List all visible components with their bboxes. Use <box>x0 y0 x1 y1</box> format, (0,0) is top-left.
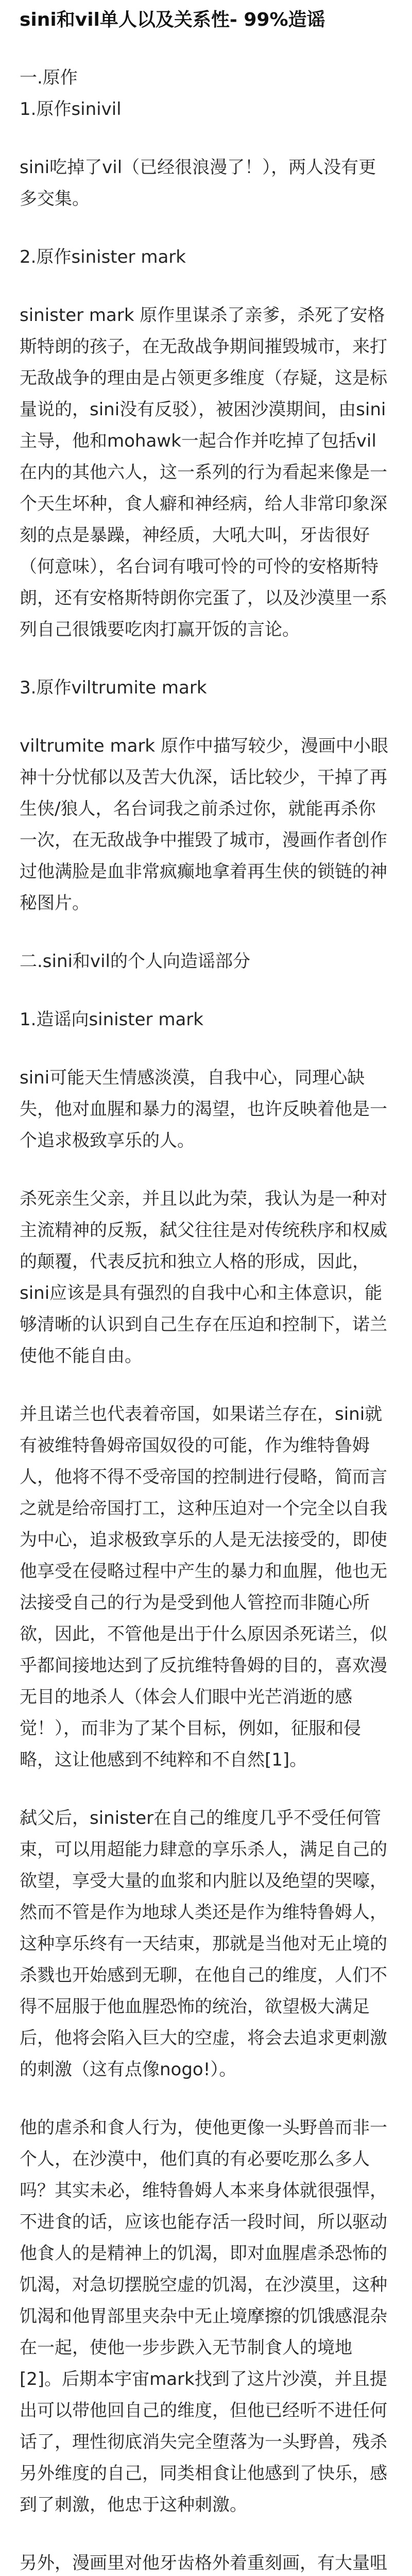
part-two-heading: 二.sini和vil的个人向造谣部分 <box>20 951 250 972</box>
section-heading-original-viltrumite-mark: 3.原作viltrumite mark <box>20 677 207 698</box>
paragraph-rumor-6: 另外，漫画里对他牙齿格外着重刻画，有大量咀 <box>20 2553 387 2573</box>
part-one-heading: 一.原作 <box>20 67 78 88</box>
paragraph-rumor-5: 他的虐杀和食人行为，使他更像一头野兽而非一个人，在沙漠中，他们真的有必要吃那么多人吗？其实未必，维特鲁姆人本来身体就很强悍，不进食的话，应该也能存活一段时间，所以驱动他食人的是精神上的饥渴，即对血腥虐杀恐怖的饥渴，对急切摆脱空虚的饥渴，在沙漠里，这种饥渴和他胃部里夹杂中无止境摩擦的饥饿感混杂在一起，使他一步步跌入无节制食人的境地[2]。后期本宇宙mark找到了这片沙漠，并且提出可以带他回自己的维度，但他已经听不进任何话了，理性彻底消失完全堕落为一头野兽，残杀另外维度的自己，同类相食让他感到了快乐，感到了刺激，他忠于这种刺激。 <box>20 2117 387 2515</box>
paragraph-rumor-2: 杀死亲生父亲，并且以此为荣，我认为是一种对主流精神的反叛，弑父往往是对传统秩序和权威的颠覆，代表反抗和独立人格的形成，因此，sini应该是具有强烈的自我中心和主体意识，能够清晰的认识到自己生存在压迫和控制下，诺兰使他不能自由。 <box>20 1189 387 1366</box>
paragraph-rumor-3: 并且诺兰也代表着帝国，如果诺兰存在，sini就有被维特鲁姆帝国奴役的可能，作为维特鲁姆人，他将不得不受帝国的控制进行侵略，简而言之就是给帝国打工，这种压迫对一个完全以自我为中心，追求极致享乐的人是无法接受的，即使他享受在侵略过程中产生的暴力和血腥，他也无法接受自己的行为是受到他人管控而非随心所欲，因此，不管他是出于什么原因杀死诺兰，似乎都间接地达到了反抗维特鲁姆的目的，喜欢漫无目的地杀人（体会人们眼中光芒消逝的感觉！），而非为了某个目标，例如，征服和侵略，这让他感到不纯粹和不自然[1]。 <box>20 1404 387 1770</box>
paragraph-original-sinivil: sini吃掉了vil（已经很浪漫了！），两人没有更多交集。 <box>20 157 376 209</box>
section-heading-original-sinivil: 1.原作sinivil <box>20 99 122 120</box>
paragraph-rumor-4: 弑父后，sinister在自己的维度几乎不受任何管束，可以用超能力肆意的享乐杀人，满足自己的欲望，享受大量的血浆和内脏以及绝望的哭嚎，然而不管是作为地球人类还是作为维特鲁姆人，这种享乐终有一天结束，那就是当他对无止境的杀戮也开始感到无聊，在他自己的维度，人们不得不屈服于他血腥恐怖的统治，欲望极大满足后，他将会陷入巨大的空虚，将会去追求更刺激的刺激（这有点像nogo!）。 <box>20 1808 387 2080</box>
article-title: sini和vil单人以及关系性- 99%造谣 <box>20 9 325 30</box>
part-one-header <box>20 62 392 125</box>
paragraph-original-viltrumite-mark: viltrumite mark 原作中描写较少，漫画中小眼神十分忧郁以及苦大仇深，话比较少，干掉了再生侠/狼人，名台词我之前杀过你，就能再杀你一次，在无敌战争中摧毁了城市，漫画作者创作过他满脸是血非常疯癫地拿着再生侠的锁链的神秘图片。 <box>20 736 388 913</box>
section-heading-rumor-sinister-mark: 1.造谣向sinister mark <box>20 1009 203 1030</box>
section-heading-original-sinister-mark: 2.原作sinister mark <box>20 247 186 267</box>
paragraph-rumor-1: sini可能天生情感淡漠，自我中心，同理心缺失，他对血腥和暴力的渴望，也许反映着他是一个追求极致享乐的人。 <box>20 1067 387 1151</box>
paragraph-original-sinister-mark: sinister mark 原作里谋杀了亲爹，杀死了安格斯特朗的孩子，在无敌战争期间摧毁城市，来打无敌战争的理由是占领更多维度（存疑，这是标量说的，sini没有反驳），被困沙漠期间，由sini主导，他和mohawk一起合作并吃掉了包括vil在内的其他六人，这一系列的行为看起来像是一个天生坏种，食人癖和神经病，给人非常印象深刻的点是暴躁，神经质，大吼大叫，牙齿很好（何意味），名台词有哦可怜的可怜的安格斯特朗，还有安格斯特朗你完蛋了，以及沙漠里一系列自己很饿要吃肉打赢开饭的言论。 <box>20 305 387 640</box>
